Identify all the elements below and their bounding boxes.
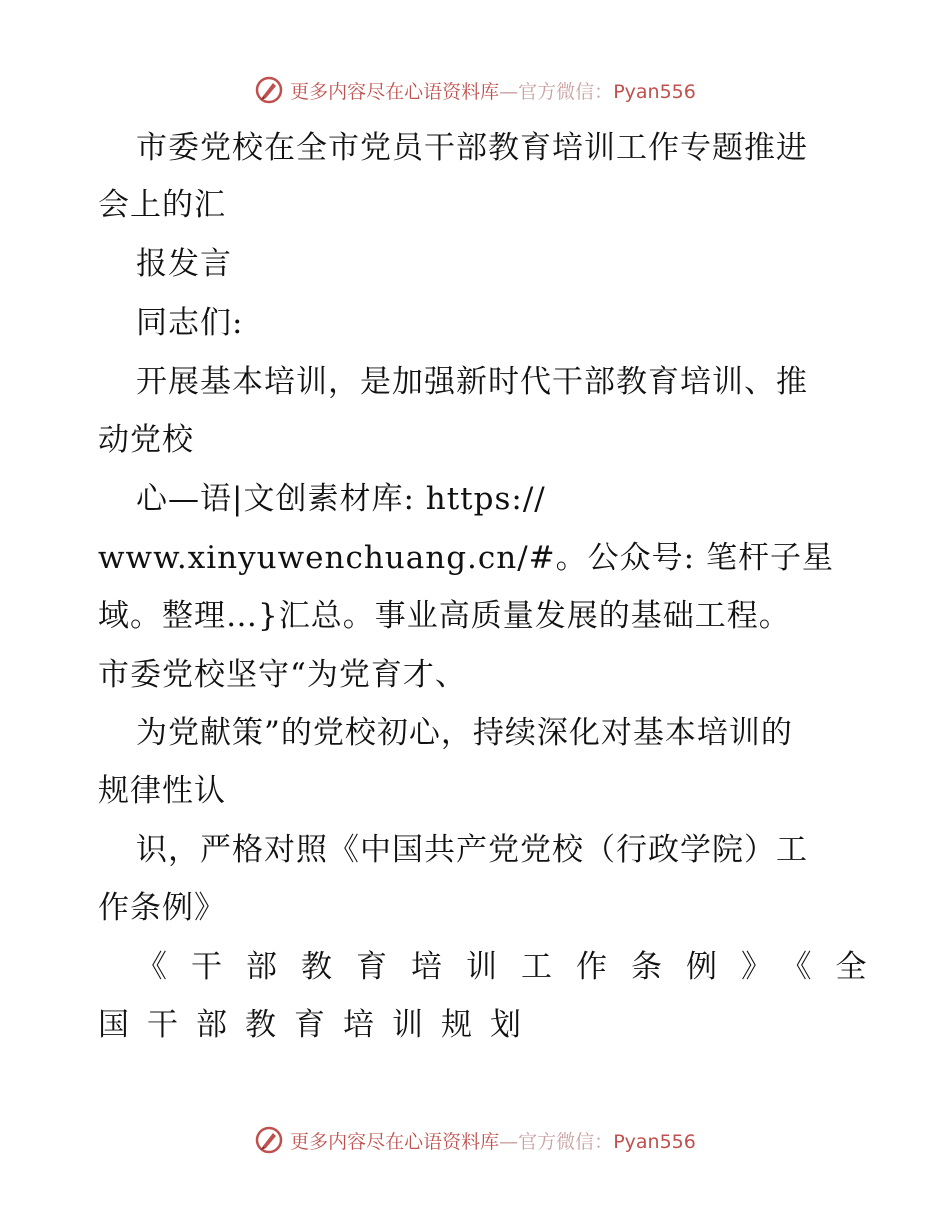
header-banner [0,70,950,110]
banner-wechat-label: —官方微信： [499,1130,614,1153]
banner-main-text: 更多内容尽在心语资料库 [290,80,500,103]
paragraph-line: 规律性认 [98,773,226,809]
doc-title-line-3: 报发言 [136,246,232,282]
pen-logo-icon [254,1125,284,1155]
doc-title-line-2: 会上的汇 [98,187,226,223]
paragraph-line: 市委党校坚守“为党育才、 [98,657,467,693]
paragraph-line: 为党献策”的党校初心，持续深化对基本培训的 [136,715,793,751]
paragraph-line: 开展基本培训，是加强新时代干部教育培训、推 [136,364,808,400]
paragraph-line: 心—语|文创素材库: https:// [136,481,546,517]
paragraph-line: 作条例》 [98,890,226,926]
paragraph-line: 域。整理…}汇总。事业高质量发展的基础工程。 [98,598,791,634]
banner-label [290,77,696,104]
paragraph-line: 国干部教育培训规划 [98,1007,539,1043]
paragraph-line: 动党校 [98,422,194,458]
doc-title-line-1: 市委党校在全市党员干部教育培训工作专题推进 [136,130,808,166]
paragraph-line: 《干部教育培训工作条例》《全 [136,949,891,985]
banner-wechat-label: —官方微信： [499,80,614,103]
paragraph-line: 识，严格对照《中国共产党党校（行政学院）工 [136,832,808,868]
paragraph-line: www.xinyuwenchuang.cn/#。公众号: 笔杆子星 [98,540,834,576]
banner-label [290,1127,696,1154]
salutation: 同志们: [136,305,244,341]
banner-main-text: 更多内容尽在心语资料库 [290,1130,500,1153]
pen-logo-icon [254,75,284,105]
banner-wechat-id: Pyan556 [613,1130,696,1153]
footer-banner [0,1120,950,1160]
banner-wechat-id: Pyan556 [613,80,696,103]
